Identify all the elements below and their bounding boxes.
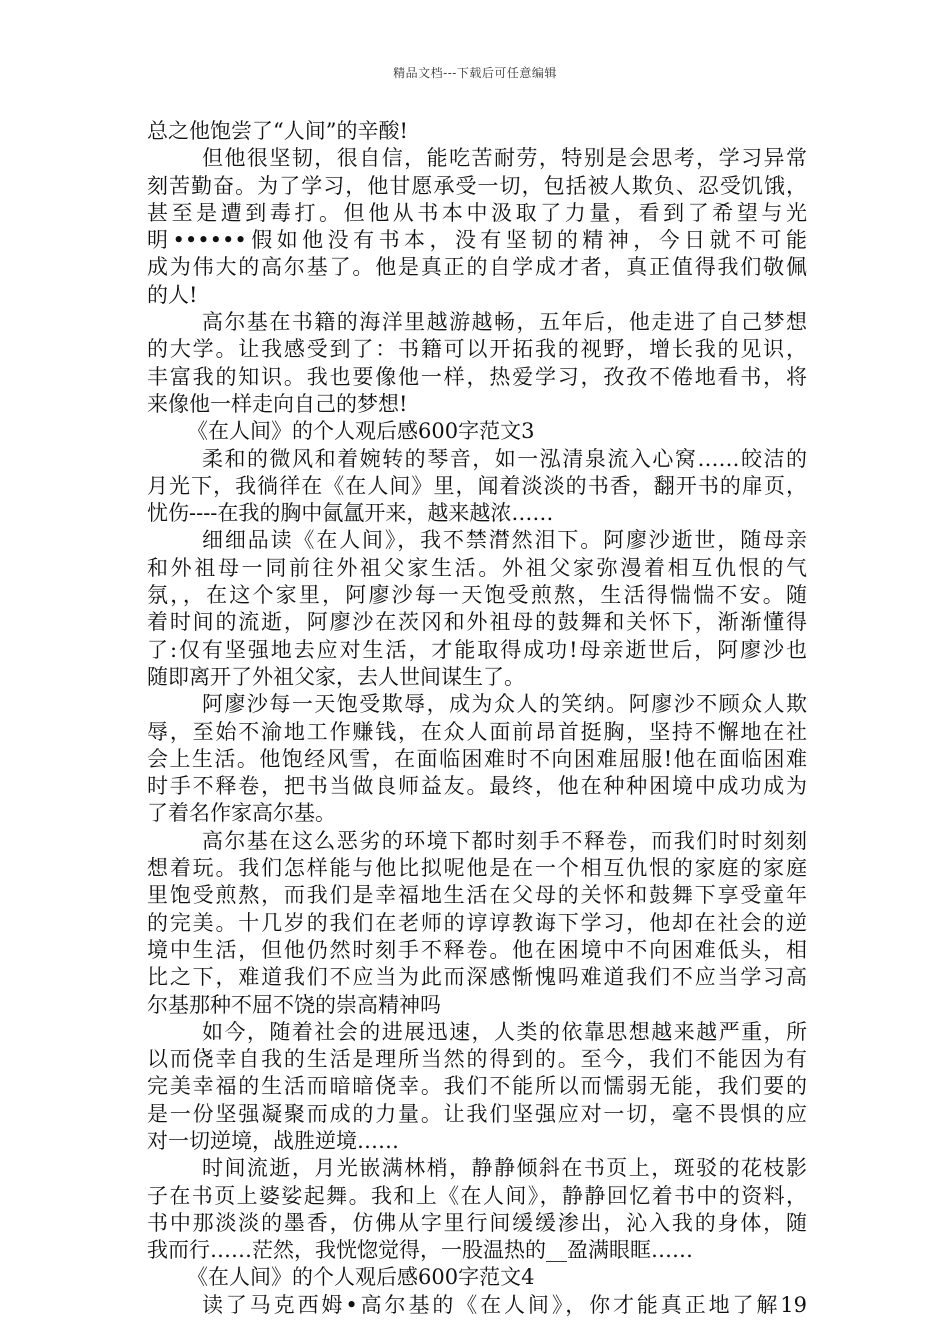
text-line: 以而侥幸自我的生活是理所当然的得到的。至今，我们不能因为有: [147, 1047, 807, 1072]
text-line: 高尔基在这么恶劣的环境下都时刻手不释卷，而我们时时刻刻: [202, 828, 807, 853]
text-line: 完美幸福的生活而暗暗侥幸。我们不能所以而懦弱无能，我们要的: [147, 1074, 807, 1099]
text-line: 氛，，在这个家里，阿廖沙每一天饱受煎熬，生活得惴惴不安。随: [147, 583, 807, 608]
section-heading: 《在人间》的个人观后感600字范文3: [187, 419, 535, 444]
text-line: 读了马克西姆•高尔基的《在人间》，你才能真正地了解19: [202, 1292, 807, 1317]
text-line: 境中生活，但他仍然时刻手不释卷。他在困境中不向困难低头，相: [147, 937, 807, 962]
text-line: 和外祖母一同前往外祖父家生活。外祖父家弥漫着相互仇恨的气: [147, 555, 807, 580]
text-line: 的大学。让我感受到了：书籍可以开拓我的视野，增长我的见识，: [147, 337, 807, 362]
page-header: 精品文档---下载后可任意编辑: [393, 66, 557, 80]
text-line: 但他很坚韧，很自信，能吃苦耐劳，特别是会思考，学习异常: [202, 146, 807, 171]
document-body: [147, 118, 807, 1319]
text-line: 了着名作家高尔基。: [147, 801, 336, 826]
text-line: 来像他一样走向自己的梦想!: [147, 391, 408, 416]
text-line: 月光下，我徜徉在《在人间》里，闻着淡淡的书香，翻开书的扉页，: [147, 473, 807, 498]
text-line: 想着玩。我们怎样能与他比拟呢他是在一个相互仇恨的家庭的家庭: [147, 856, 807, 881]
text-line: 细细品读《在人间》，我不禁潸然泪下。阿廖沙逝世，随母亲: [202, 528, 807, 553]
text-line: 刻苦勤奋。为了学习，他甘愿承受一切，包括被人欺负、忍受饥饿，: [147, 173, 807, 198]
text-line: 里饱受煎熬，而我们是幸福地生活在父母的关怀和鼓舞下享受童年: [147, 883, 807, 908]
text-line: 总之他饱尝了“人间”的辛酸!: [147, 119, 408, 143]
text-line: 尔基那种不屈不饶的崇高精神吗: [147, 992, 441, 1017]
text-line: 丰富我的知识。我也要像他一样，热爱学习，孜孜不倦地看书，将: [147, 364, 807, 389]
text-line: 我而行……茫然，我恍惚觉得，一股温热的__盈满眼眶……: [147, 1238, 693, 1263]
text-line: 辱，至始不渝地工作赚钱，在众人面前昂首挺胸，坚持不懈地在社: [147, 719, 807, 744]
text-line: 会上生活。他饱经风雪，在面临困难时不向困难屈服!他在面临困难: [147, 746, 807, 771]
text-line: 是一份坚强凝聚而成的力量。让我们坚强应对一切，毫不畏惧的应: [147, 1101, 807, 1126]
text-line: 随即离开了外祖父家，去人世间谋生了。: [147, 664, 525, 689]
text-line: 着时间的流逝，阿廖沙在茨冈和外祖母的鼓舞和关怀下，渐渐懂得: [147, 610, 807, 635]
text-line: 的人!: [147, 282, 198, 307]
text-line: 子在书页上婆娑起舞。我和上《在人间》，静静回忆着书中的资料，: [147, 1183, 807, 1208]
section-heading: 《在人间》的个人观后感600字范文4: [187, 1265, 535, 1290]
text-line: 时手不释卷，把书当做良师益友。最终，他在种种困境中成功成为: [147, 774, 807, 799]
text-line: 成为伟大的高尔基了。他是真正的自学成才者，真正值得我们敬佩: [147, 255, 807, 280]
text-line: 高尔基在书籍的海洋里越游越畅，五年后，他走进了自己梦想: [202, 310, 807, 335]
text-line: 明••••••假如他没有书本，没有坚韧的精神，今日就不可能: [147, 228, 807, 253]
text-line: 了:仅有坚强地去应对生活，才能取得成功!母亲逝世后，阿廖沙也: [147, 637, 807, 662]
text-line: 时间流逝，月光嵌满林梢，静静倾斜在书页上，斑驳的花枝影: [202, 1156, 807, 1181]
text-line: 甚至是遭到毒打。但他从书本中汲取了力量，看到了希望与光: [147, 200, 807, 225]
text-line: 书中那淡淡的墨香，仿佛从字里行间缓缓渗出，沁入我的身体，随: [147, 1210, 807, 1235]
text-line: 的完美。十几岁的我们在老师的谆谆教诲下学习，他却在社会的逆: [147, 910, 807, 935]
text-line: 如今，随着社会的进展迅速，人类的依靠思想越来越严重，所: [202, 1019, 807, 1044]
text-line: 阿廖沙每一天饱受欺辱，成为众人的笑纳。阿廖沙不顾众人欺: [202, 692, 807, 717]
text-line: 柔和的微风和着婉转的琴音，如一泓清泉流入心窝……皎洁的: [202, 446, 807, 471]
text-line: 忧伤----在我的胸中氤氲开来，越来越浓……: [147, 501, 554, 526]
text-line: 比之下，难道我们不应当为此而深感惭愧吗难道我们不应当学习高: [147, 965, 807, 990]
text-line: 对一切逆境，战胜逆境……: [147, 1128, 399, 1153]
